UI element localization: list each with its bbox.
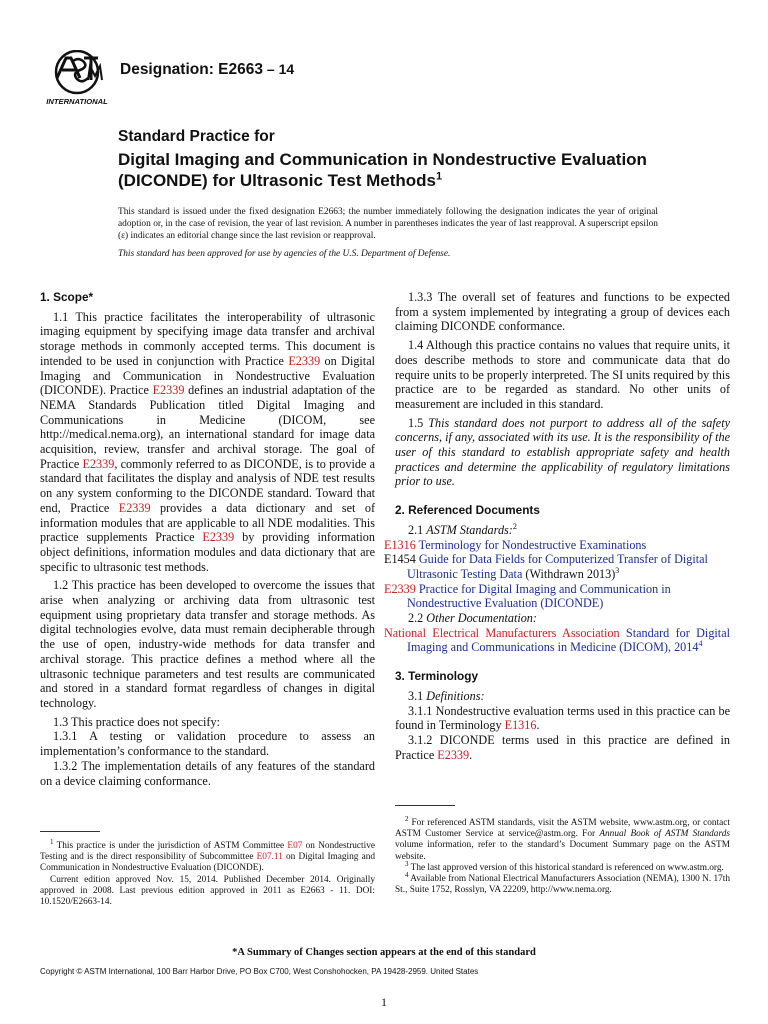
title-line-1: Standard Practice for bbox=[118, 128, 275, 145]
paragraph-1-5: 1.5 This standard does not purport to address all of the safety concerns, if any, associated with its use. It is the responsibility of the user of this standard to establish appropriate safety and health practices and determine the applicability of regulatory limitations prior to use. bbox=[395, 415, 730, 489]
paragraph-1-1: 1.1 This practice facilitates the interoperability of ultrasonic imaging equipment by specifying image data transfer and archival storage methods in commonly accepted terms. This document is intended to be used in conjunction with Practice E2339 on Digital Imaging and Communication in Nondestructive Evaluation (DICONDE). Practice E2339 defines an industrial adaptation of the NEMA Standards Publication titled Digital Imaging and Communications in Medicine (DICOM, see http://medical.nema.org), an international standard for image data acquisition, review, transfer and archival storage. The goal of Practice E2339, commonly referred to as DICONDE, is to provide a standard that facilitates the display and analysis of NDE test results on any system conforming to the DICONDE standard. Toward that end, Practice E2339 provides a data dictionary and set of information modules that are applicable to all NDE modalities. This practice supplements Practice E2339 by providing information object definitions, information modules and data dictionary that are specific to ultrasonic test methods. bbox=[40, 309, 376, 574]
footnote-1-edition: Current edition approved Nov. 15, 2014. Published December 2014. Originally approved in 2008. Last previous edition approved in 2011 as E2663 - 11. DOI: 10.1520/E2663-14. bbox=[40, 874, 375, 908]
footnote-2: $^2$ For referenced ASTM standards, visit the ASTM website, www.astm.org, or contact ASTM Customer Service at service@astm.org. For Annual Book of ASTM Standards volume information, refer to the standard’s Document Summary page on the ASTM website. bbox=[395, 814, 730, 862]
e1316-link[interactable]: E1316 bbox=[384, 537, 416, 552]
paragraph-3-1: 3.1 Definitions: bbox=[408, 688, 485, 703]
issuance-note: This standard is issued under the fixed designation E2663; the number immediately following the designation indicates the year of original adoption or, in the case of revision, the year of last revision. A number in parentheses indicates the year of last reapproval. A superscript epsilon (ε) indicates an editorial change since the last revision or reapproval. bbox=[118, 207, 658, 242]
paragraph-1-2: 1.2 This practice has been developed to overcome the issues that arise when analyzing or archiving data from ultrasonic test equipment using proprietary data transfer and storage methods. As digital technologies evolve, data must remain decipherable through the use of open, industry-wide methods for data transfer and archival storage. This practice defines a method where all the ultrasonic technique parameters and test results are communicated and stored in a standard format regardless of changes in digital technology. bbox=[40, 578, 375, 710]
e1454-title-link[interactable]: Guide for Data Fields for Computerized Transfer of Digital Ultrasonic Testing Data bbox=[407, 552, 708, 581]
title-block bbox=[118, 128, 678, 191]
footnote-divider-left bbox=[40, 831, 100, 832]
paragraph-1-3-2: 1.3.2 The implementation details of any features of the standard on a device claiming conformance. bbox=[40, 758, 375, 788]
footnote-right bbox=[395, 814, 731, 896]
paragraph-2-1: 2.1 ASTM Standards:$^2$ bbox=[408, 521, 517, 537]
title-main: Digital Imaging and Communication in Nondestructive Evaluation (DICONDE) for Ultrasonic Test Methods bbox=[118, 150, 647, 190]
right-column bbox=[384, 290, 730, 762]
e1316-title-link[interactable]: Terminology for Nondestructive Examinations bbox=[415, 537, 647, 552]
e1316-link[interactable]: E1316 bbox=[504, 718, 537, 733]
reference-e1454: E1454 Guide for Data Fields for Computerized Transfer of Digital Ultrasonic Testing Data (Withdrawn 2013)$^3$ bbox=[384, 552, 708, 581]
reference-dicom: National Electrical Manufacturers Association Standard for Digital Imaging and Communications in Medicine (DICOM), 2014$^4$ bbox=[384, 625, 730, 655]
referenced-documents-heading: 2. Referenced Documents bbox=[395, 503, 540, 518]
logo-text: INTERNATIONAL bbox=[46, 97, 108, 106]
e2339-link[interactable]: E2339 bbox=[82, 456, 115, 471]
e2339-link[interactable]: E2339 bbox=[202, 530, 235, 545]
footnote-divider-right bbox=[395, 805, 455, 806]
paragraph-1-3-3: 1.3.3 The overall set of features and functions to be expected from a system implemented by integrating a group of devices each claiming DICONDE conformance. bbox=[395, 290, 730, 334]
e2339-link[interactable]: E2339 bbox=[118, 500, 151, 515]
footnote-3: $^3$ The last approved version of this historical standard is referenced on www.astm.org. bbox=[405, 859, 724, 873]
footnote-left bbox=[40, 837, 376, 908]
e1454-code: E1454 bbox=[384, 552, 416, 567]
e2339-link[interactable]: E2339 bbox=[384, 581, 416, 596]
e2339-link[interactable]: E2339 bbox=[288, 353, 321, 368]
paragraph-1-3: 1.3 This practice does not specify: bbox=[53, 714, 220, 729]
scope-heading: 1. Scope* bbox=[40, 290, 94, 304]
paragraph-3-1-1: 3.1.1 Nondestructive evaluation terms used in this practice can be found in Terminology E1316. bbox=[395, 703, 730, 733]
left-column bbox=[40, 290, 375, 788]
e2339-link[interactable]: E2339 bbox=[152, 383, 185, 398]
nema-link[interactable]: National Electrical Manufacturers Association bbox=[384, 625, 620, 640]
e2339-link[interactable]: E2339 bbox=[437, 747, 470, 762]
footnote-4: $^4$ Available from National Electrical Manufacturers Association (NEMA), 1300 N. 17th St., Suite 1752, Rosslyn, VA 22209, http://www.nema.org. bbox=[395, 870, 731, 896]
designation-year: – 14 bbox=[263, 61, 295, 77]
page-number: 1 bbox=[381, 995, 387, 1009]
dicom-title-link[interactable]: Standard for Digital Imaging and Communications in Medicine (DICOM), 2014 bbox=[407, 625, 730, 655]
designation bbox=[120, 61, 294, 79]
document-title bbox=[118, 149, 678, 191]
paragraph-1-4: 1.4 Although this practice contains no values that require units, it does describe methods to store and communicate data that do require units to be properly interpreted. The SI units required by this practice are to be regarded as standard. No other units of measurement are included in this standard. bbox=[395, 338, 730, 411]
e2339-title-link[interactable]: Practice for Digital Imaging and Communication in Nondestructive Evaluation (DICONDE) bbox=[407, 581, 671, 611]
terminology-heading: 3. Terminology bbox=[395, 669, 479, 684]
astm-logo bbox=[44, 50, 110, 106]
summary-of-changes-note: *A Summary of Changes section appears at the end of this standard bbox=[232, 947, 536, 958]
e07-11-link[interactable]: E07.11 bbox=[256, 852, 283, 863]
paragraph-3-1-2: 3.1.2 DICONDE terms used in this practice are defined in Practice E2339. bbox=[395, 732, 730, 762]
defense-note: This standard has been approved for use by agencies of the U.S. Department of Defense. bbox=[118, 249, 451, 259]
paragraph-2-2: 2.2 Other Documentation: bbox=[408, 611, 537, 626]
footnote-1: $^1$ This practice is under the jurisdiction of ASTM Committee E07 on Nondestructive Testing and is the direct responsibility of Subcommittee E07.11 on Digital Imaging and Communication in Nondestructive Evaluation (DICONDE). bbox=[40, 837, 376, 874]
reference-e1316 bbox=[384, 537, 730, 553]
astm-logo-icon bbox=[44, 50, 110, 106]
paragraph-1-3-1: 1.3.1 A testing or validation procedure to assess an implementation’s conformance to the standard. bbox=[40, 729, 375, 759]
e07-link[interactable]: E07 bbox=[287, 841, 303, 851]
reference-e2339 bbox=[384, 581, 730, 611]
title-footnote-mark[interactable]: 1 bbox=[435, 170, 443, 183]
copyright-line: Copyright © ASTM International, 100 Barr Harbor Drive, PO Box C700, West Conshohocken, PA 19428-2959. United States bbox=[40, 967, 479, 976]
designation-label: Designation: E2663 bbox=[120, 61, 263, 78]
